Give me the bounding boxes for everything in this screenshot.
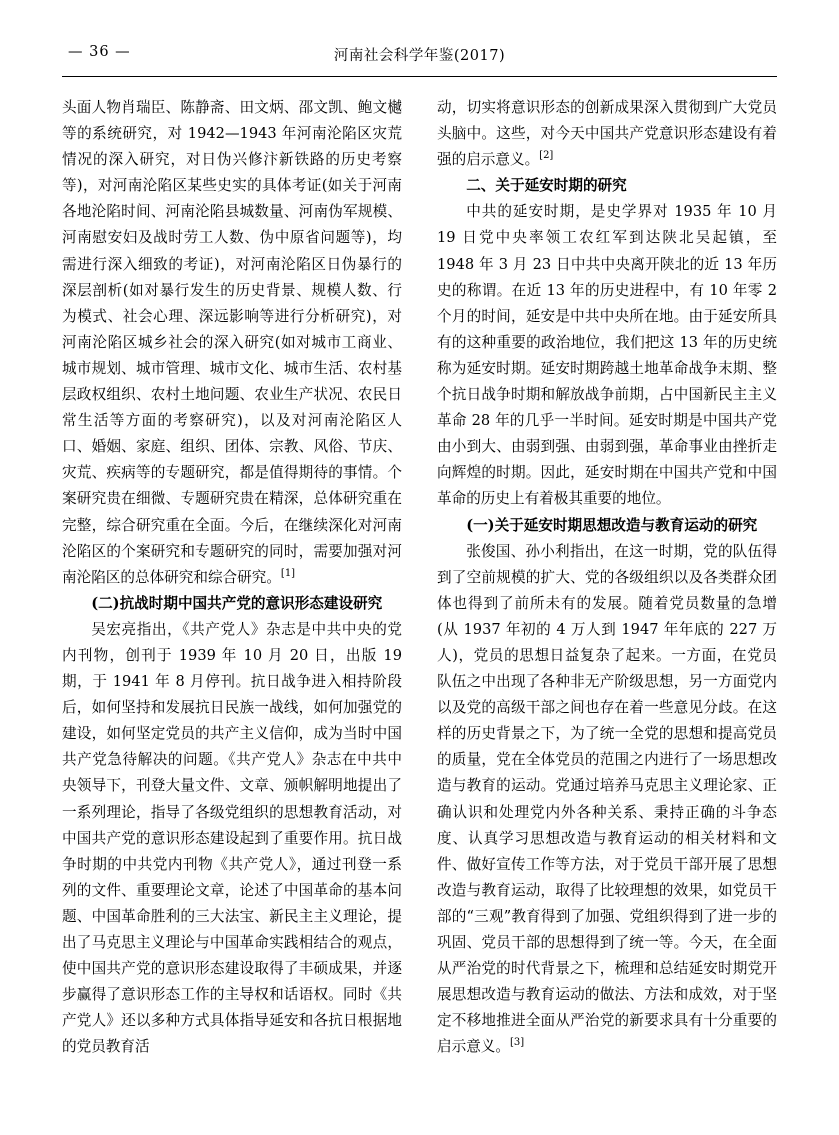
page-number: — 36 —	[68, 44, 131, 60]
paragraph-text: 动，切实将意识形态的创新成果深入贯彻到广大党员头脑中。这些，对今天中国共产党意识形态建设有着强的启示意义。	[437, 99, 777, 169]
section-heading-2-2	[62, 591, 402, 617]
paragraph-text: 吴宏亮指出，《共产党人》杂志是中共中央的党内刊物，创刊于 1939 年 10 月 20 日，出版 19 期，于 1941 年 8 月停刊。抗日战争进入相持阶段后，如何坚持和发展抗日民族一战线，如何加强党的建设，如何坚定党员的共产主义信仰，成为当时中国共产党急待解决的问题。《共产党人》杂志在中共中央领导下，刊登大量文件、文章、颁帜解明地提出了一系列理论，指导了各级党组织的思想教育活动，对中国共产党的意识形态建设起到了重要作用。抗日战争时期的中共党内刊物《共产党人》，通过刊登一系列的文件、重要理论文章，论述了中国革命的基本问题、中国革命胜利的三大法宝、新民主主义理论，提出了马克思主义理论与中国革命实践相结合的观点，使中国共产党的意识形态建设取得了丰硕成果，并逐步赢得了意识形态工作的主导权和话语权。同时《共产党人》还以多种方式具体指导延安和各抗日根据地的党员教育活	[62, 620, 402, 1056]
paragraph-zhang-sun	[437, 539, 777, 1061]
footnote-marker: [3]	[509, 1037, 525, 1049]
paragraph-continued-1	[62, 95, 402, 591]
page-header	[62, 44, 777, 77]
left-column	[62, 95, 402, 1085]
two-column-body	[62, 95, 777, 1085]
running-title: 河南社会科学年鉴(2017)	[333, 48, 506, 64]
footnote-marker: [2]	[539, 150, 554, 162]
paragraph-text: 中共的延安时期，是史学界对 1935 年 10 月 19 日党中央率领工农红军到达陕北吴起镇，至 1948 年 3 月 23 日中共中央离开陕北的近 13 年历史的称谓。在近 13 年的历史进程中，有 10 年零 2 个月的时间，延安是中共中央所在地。由于延安所具有的这种重要的政治地位，我们把这 13 年的历史统称为延安时期。延安时期跨越土地革命战争末期、整个抗日战争时期和解放战争前期，占中国新民主主义革命 28 年的几乎一半时间。延安时期是中国共产党由小到大、由弱到强、由弱到强，革命事业由挫折走向辉煌的时期。因此，延安时期在中国共产党和中国革命的历史上有着极其重要的地位。	[437, 203, 777, 508]
paragraph-text: 张俊国、孙小利指出，在这一时期，党的队伍得到了空前规模的扩大、党的各级组织以及各类群众团体也得到了前所未有的发展。随着党员数量的急增(从 1937 年初的 4 万人到 1947 年年底的 227 万人)，党员的思想日益复杂了起来。一方面，在党员队伍之中出现了各种非无产阶级思想，另一方面党内以及党的高级干部之间也存在着一些意见分歧。在这样的历史背景之下，为了统一全党的思想和提高党员的质量，党在全体党员的范围之内进行了一场思想改造与教育的运动。党通过培养马克思主义理论家、正确认识和处理党内外各种关系、秉持正确的斗争态度、认真学习思想改造与教育运动的相关材料和文件、做好宣传工作等方法，对于党员干部开展了思想改造与教育运动，取得了比较理想的效果，如党员干部的“三观”教育得到了加强、党组织得到了进一步的巩固、党员干部的思想得到了统一等。今天，在全面从严治党的时代背景之下，梳理和总结延安时期党开展思想改造与教育运动的做法、方法和成效，对于坚定不移地推进全面从严治党的新要求具有十分重要的启示意义。	[437, 542, 777, 1056]
subsection-heading-1	[437, 513, 777, 539]
paragraph-text: 头面人物肖瑞臣、陈静斋、田文炳、邵文凯、鲍文樾等的系统研究，对 1942—1943 年河南沦陷区灾荒情况的深入研究，对日伪兴修汴新铁路的历史考察等)，对河南沦陷区某些史实的具体考证(如关于河南各地沦陷时间、河南沦陷县城数量、河南伪军规模、河南慰安妇及战时劳工人数、伪中原省问题等)，均需进行深入细致的考证)，对河南沦陷区日伪暴行的深层剖析(如对暴行发生的历史背景、规模人数、行为模式、社会心理、深远影响等进行分析研究)，对河南沦陷区城乡社会的深入研究(如对城市工商业、城市规划、城市管理、城市文化、城市生活、农村基层政权组织、农村土地问题、农业生产状况、农民日常生活等方面的考察研究)，以及对河南沦陷区人口、婚姻、家庭、组织、团体、宗教、风俗、节庆、灾荒、疾病等的专题研究，都是值得期待的事情。个案研究贵在细微、专题研究贵在精深，总体研究重在完整，综合研究重在全面。今后，在继续深化对河南沦陷区的个案研究和专题研究的同时，需要加强对河南沦陷区的总体研究和综合研究。	[62, 99, 402, 586]
paragraph-wu-hongliang	[62, 617, 402, 1061]
footnote-marker: [1]	[280, 567, 296, 579]
right-column	[437, 95, 777, 1085]
heading-text: 二、关于延安时期的研究	[466, 177, 627, 195]
paragraph-yanan-period	[437, 199, 777, 512]
section-heading-2	[437, 173, 777, 199]
paragraph-continued-right-1	[437, 95, 777, 173]
heading-text: (一)关于延安时期思想改造与教育运动的研究	[466, 516, 758, 534]
heading-text: (二)抗战时期中国共产党的意识形态建设研究	[91, 594, 383, 612]
